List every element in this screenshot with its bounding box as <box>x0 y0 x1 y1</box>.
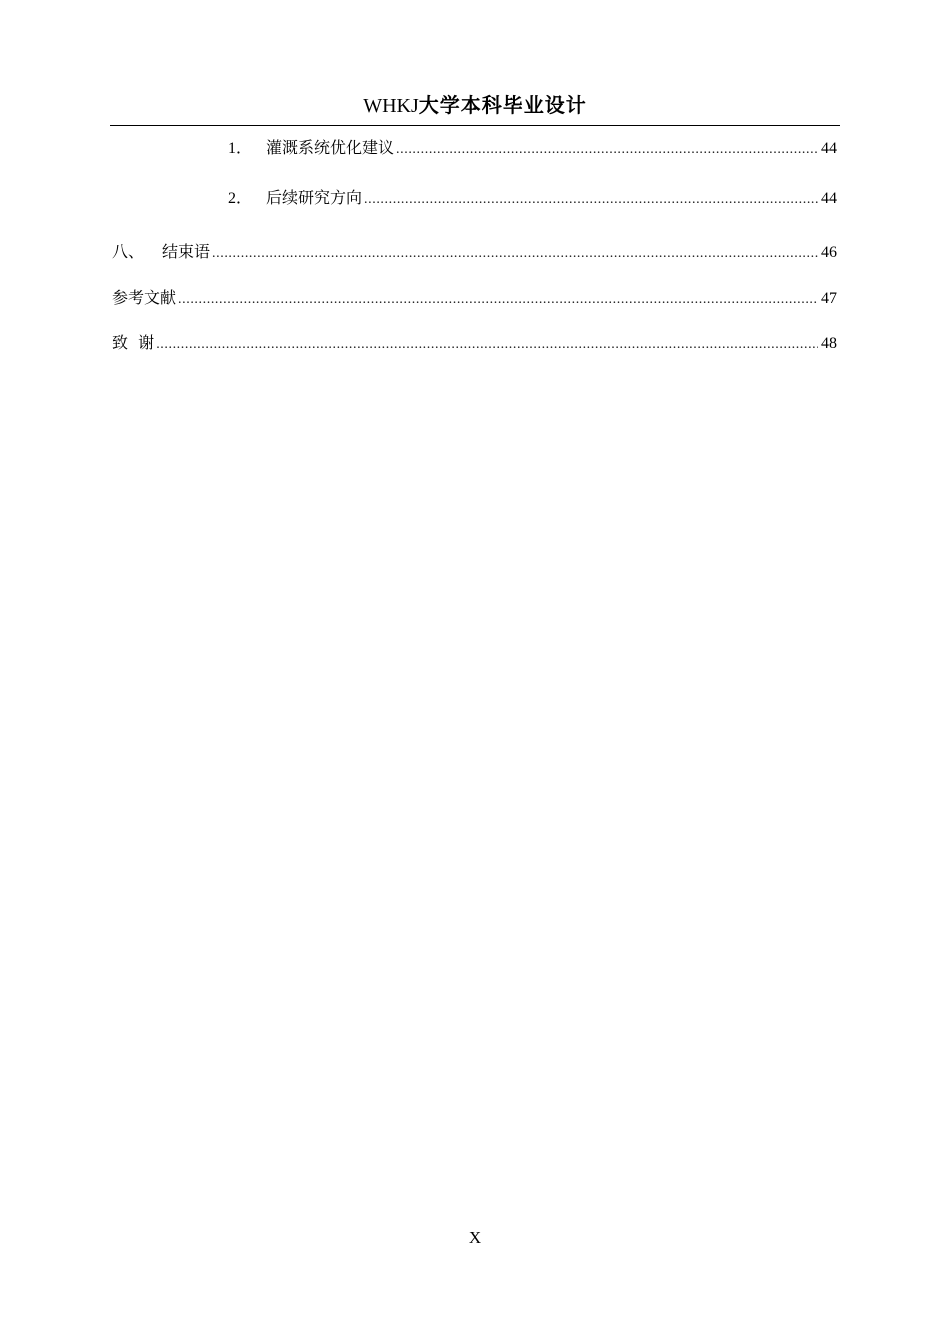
toc-entry-number: 八、 <box>112 242 145 261</box>
toc-entry-label: 灌溉系统优化建议 <box>266 138 395 157</box>
header-title: 大学本科毕业设计 <box>418 93 587 117</box>
toc-entry-irrigation-optimization[interactable] <box>228 136 837 160</box>
toc-entry-number: 1． <box>228 140 253 157</box>
toc-entry-page: 46 <box>821 244 837 261</box>
toc-leader-dots <box>156 333 818 357</box>
toc-entry-conclusion[interactable] <box>112 240 837 264</box>
toc-leader-dots <box>178 288 818 312</box>
toc-leader-dots <box>212 242 818 266</box>
toc-entry-references[interactable] <box>112 286 837 310</box>
toc-entry-label: 结束语 <box>162 242 211 261</box>
toc-entry-page: 48 <box>821 335 837 352</box>
toc-entry-label: 致 谢 <box>112 333 155 352</box>
toc-entry-page: 44 <box>821 190 837 207</box>
page-number: X <box>468 1228 482 1247</box>
toc-leader-dots <box>396 138 818 162</box>
toc-entry-number: 2． <box>228 190 253 207</box>
header-rule <box>110 125 840 126</box>
toc-entry-label: 后续研究方向 <box>266 188 363 207</box>
toc-leader-dots <box>364 188 818 212</box>
toc-entry-page: 47 <box>821 290 837 307</box>
toc-entry-acknowledgements[interactable] <box>112 331 837 355</box>
toc-entry-future-research[interactable] <box>228 186 837 210</box>
toc-entry-page: 44 <box>821 140 837 157</box>
header-school-abbr: WHKJ <box>363 95 419 117</box>
toc-entry-label: 参考文献 <box>112 288 177 307</box>
page-header <box>110 92 840 119</box>
